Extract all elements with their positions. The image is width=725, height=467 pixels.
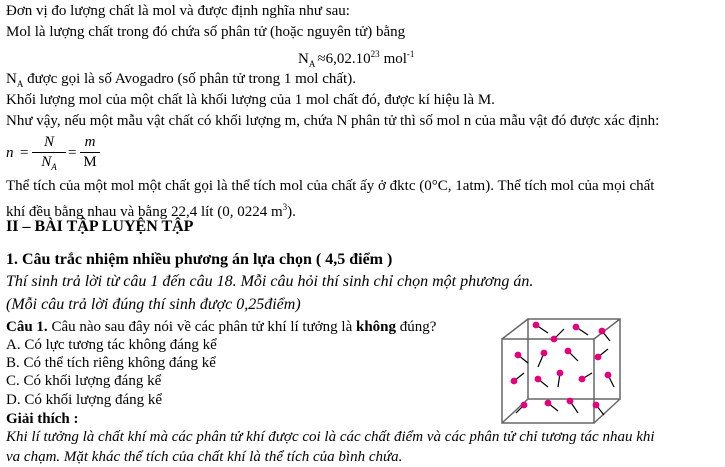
formula-fraction-1 [32,133,66,172]
molecule-dot [565,348,572,355]
line-avogadro-name: $N_A$ được gọi là số Avogadro (số phân tử trong 1 mol chất). [6,71,356,89]
formula-num2: m [84,134,96,150]
formula-den2: M [83,154,97,170]
molecule-dot [541,350,548,357]
molecule-dot [533,322,540,329]
explain-line-2: va chạm. Mặt khác thể tích của chất khí là thể tích của bình chứa. [6,449,403,465]
molecule-dot [511,378,518,385]
line-mol-definition: Mol là lượng chất trong đó chứa số phân tử (hoặc nguyên tử) bằng [6,24,406,40]
molecule-dot [515,352,522,359]
heading-exercises: II – BÀI TẬP LUYỆN TẬP [6,218,194,235]
line-molar-volume-cont: khí đều bằng nhau và bằng 22,4 lít (0, 0224 $m^3$). [6,202,296,220]
section-title: 1. Câu trắc nhiệm nhiều phương án lựa chọn ( 4,5 điểm ) [6,251,393,268]
explain-line-1: Khi lí tưởng là chất khí mà các phân tử khí được coi là các chất điểm và các phân tử chỉ tương tác nhau khi [6,429,655,445]
explain-label: Giải thích : [6,411,79,427]
formula-num1: N [43,134,54,150]
option-d: D. Có khối lượng đáng kể [6,392,163,408]
molecule-dot [595,354,602,361]
formula-lhs: n [6,145,14,161]
formula-eq1: = [20,145,29,161]
molecule-dot [545,400,552,407]
line-molar-volume: Thể tích của một mol một chất gọi là thể tích mol của chất ấy ở đktc (0°C, 1atm). Thể tích mol của mọi chất [6,178,655,194]
line-mol-count: Như vậy, nếu một mẫu vật chất có khối lượng m, chứa N phân tử thì số mol n của mẫu vật đó được xác định: [6,113,660,129]
formula-eq2: = [68,145,77,161]
molecule-dot [521,402,528,409]
question-1: Câu 1. Câu nào sau đây nói về các phân tử khí lí tưởng là không đúng? [6,319,437,335]
question-label: Câu 1. [6,319,48,335]
instruction-1: Thí sinh trả lời từ câu 1 đến câu 18. Mỗi câu hỏi thí sinh chỉ chọn một phương án. [6,273,534,290]
molecule-dot [535,376,542,383]
molecule-dot [551,336,558,343]
molecule-dot [605,372,612,379]
option-a: A. Có lực tương tác không đáng kể [6,337,217,353]
line-unit-definition: Đơn vị đo lượng chất là mol và được định nghĩa như sau: [6,3,350,19]
formula-fraction-2 [80,133,100,172]
option-c: C. Có khối lượng đáng kể [6,373,162,389]
molecule-dot [557,370,564,377]
formula-den1: $N_A$ [41,154,57,172]
molecule-dot [593,402,600,409]
option-b: B. Có thể tích riêng không đáng kể [6,355,216,371]
line-molar-mass: Khối lượng mol của một chất là khối lượng của 1 mol chất đó, được kí hiệu là M. [6,92,495,108]
molecule-dot [567,398,574,405]
molecule-dot [573,324,580,331]
instruction-2: (Mỗi câu trả lời đúng thí sinh được 0,25điểm) [6,296,301,313]
molecule-dot [599,328,606,335]
avogadro-value: $N_A \approx 6,02.10^{23}$ mol$^{-1}$ [298,49,415,69]
gas-molecules-cube-figure [498,317,626,425]
molecule-dot [579,376,586,383]
